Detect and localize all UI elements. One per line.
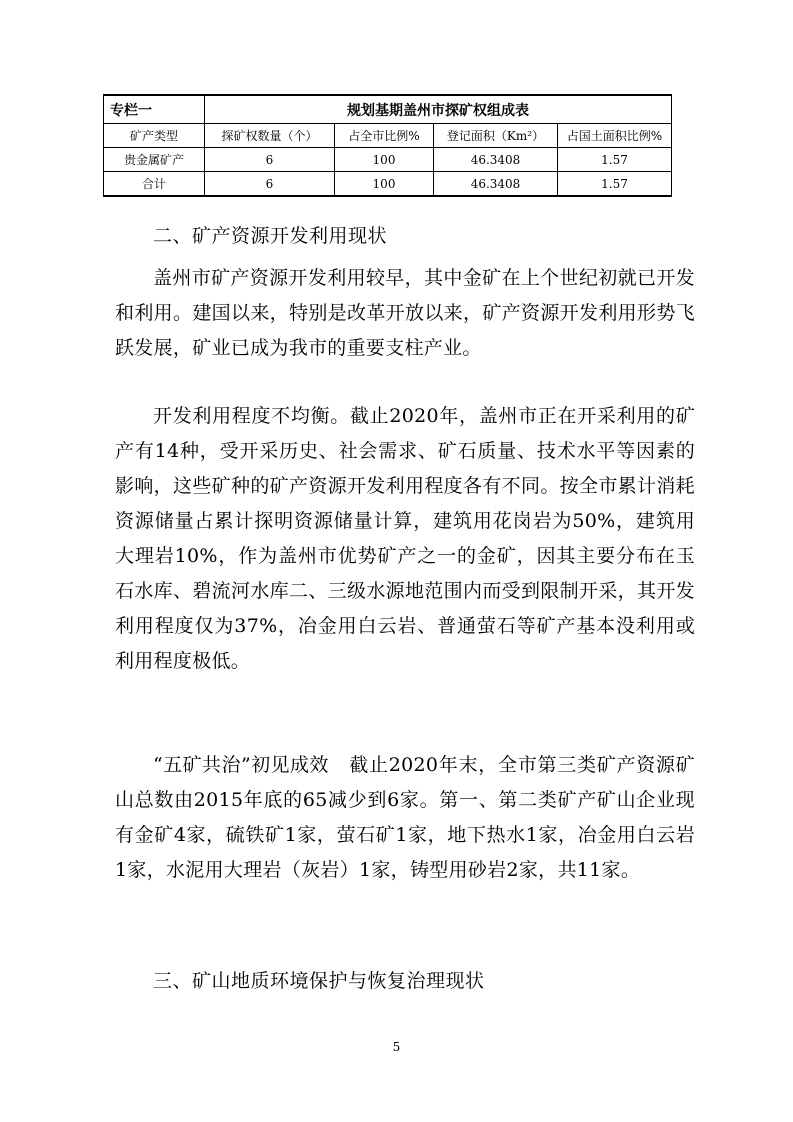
paragraph-history: 盖州市矿产资源开发利用较早，其中金矿在上个世纪初就已开发和利用。建国以来，特别是改革开放以来，矿产资源开发利用形势飞跃发展，矿业已成为我市的重要支柱产业。 (115, 267, 695, 359)
column-header: 矿产类型 (104, 124, 205, 148)
column-header: 登记面积（Km²） (434, 124, 558, 148)
table-cell: 合计 (104, 172, 205, 197)
table-cell: 贵金属矿产 (104, 148, 205, 172)
mining-rights-table (103, 94, 672, 197)
table-title: 规划基期盖州市探矿权组成表 (205, 95, 672, 124)
table-cell: 46.3408 (434, 172, 558, 197)
table-row (104, 172, 672, 197)
table-row (104, 148, 672, 172)
table-cell: 6 (205, 148, 335, 172)
table-cell: 100 (335, 172, 434, 197)
table-header-row (104, 124, 672, 148)
box-label: 专栏一 (104, 95, 205, 124)
column-header: 占全市比例% (335, 124, 434, 148)
table-cell: 100 (335, 148, 434, 172)
mining-rights-table-box (103, 94, 671, 197)
table-cell: 46.3408 (434, 148, 558, 172)
paragraph-five-mines (115, 748, 695, 888)
column-header: 占国土面积比例% (558, 124, 672, 148)
column-header: 探矿权数量（个） (205, 124, 335, 148)
paragraph-utilization: 开发利用程度不均衡。截止2020年，盖州市正在开采利用的矿产有14种，受开采历史、社会需求、矿石质量、技术水平等因素的影响，这些矿种的矿产资源开发利用程度各有不同。按全市累计消耗资源储量占累计探明资源储量计算，建筑用花岗岩为50%，建筑用大理岩10%，作为盖州市优势矿产之一的金矿，因其主要分布在玉石水库、碧流河水库二、三级水源地范围内而受到限制开采，其开发利用程度仅为37%，冶金用白云岩、普通萤石等矿产基本没利用或利用程度极低。 (115, 405, 695, 672)
page-number: 5 (392, 1040, 401, 1054)
table-cell: 1.57 (558, 172, 672, 197)
table-cell: 6 (205, 172, 335, 197)
five-mines-lead: “五矿共治”初见成效 (153, 754, 329, 776)
section-heading-3: 三、矿山地质环境保护与恢复治理现状 (153, 970, 485, 992)
section-heading-2: 二、矿产资源开发利用现状 (153, 225, 388, 247)
five-mines-body: 截止2020年末，全市第三类矿产资源矿山总数由2015年底的65减少到6家。第一、第二类矿产矿山企业现有金矿4家，硫铁矿1家，萤石矿1家，地下热水1家，冶金用白云岩1家，水泥用大理岩（灰岩）1家，铸型用砂岩2家，共11家。 (115, 754, 695, 881)
table-title-row (104, 95, 672, 124)
table-cell: 1.57 (558, 148, 672, 172)
